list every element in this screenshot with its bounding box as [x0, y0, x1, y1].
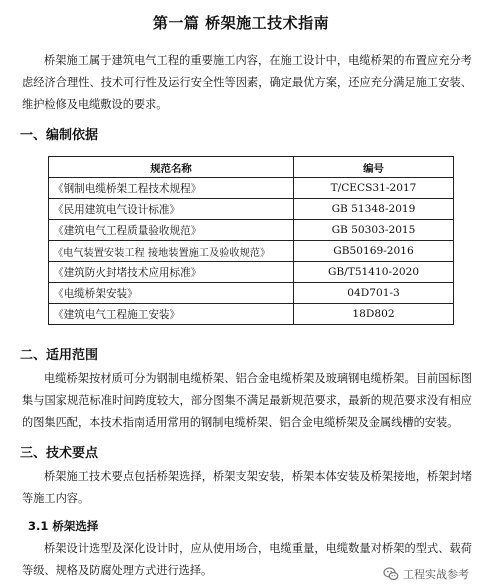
- table-row: [49, 199, 454, 220]
- wechat-icon: [383, 566, 399, 582]
- table-cell-name: 《电气装置安装工程 接地装置施工及验收规范》: [49, 241, 294, 262]
- table-row: [49, 262, 454, 283]
- table-cell-name: 《民用建筑电气设计标准》: [49, 199, 294, 220]
- table-cell-name: 《建筑电气工程质量验收规范》: [49, 220, 294, 241]
- table-cell-code: GB 51348-2019: [294, 199, 454, 220]
- table-header-name: 规范名称: [49, 157, 294, 178]
- subsection-3-1-heading: 3.1 桥架选择: [28, 519, 99, 533]
- table-cell-code: T/CECS31-2017: [294, 178, 454, 199]
- section3-heading: 三、技术要点: [20, 446, 99, 461]
- table-row: [49, 304, 454, 325]
- page-title: 第一篇 桥架施工技术指南: [152, 14, 330, 32]
- section3-paragraph: 桥架施工技术要点包括桥架选择，桥架支架安装，桥架本体安装及桥架接地，桥架封堵等施工内容。: [22, 470, 472, 505]
- watermark-label: 工程实战参考: [403, 568, 469, 581]
- table-cell-code: GB 50303-2015: [294, 220, 454, 241]
- table-header-row: [49, 157, 454, 178]
- table-cell-name: 《电缆桥架安装》: [49, 283, 294, 304]
- subsection-3-1-paragraph: 桥架设计选型及深化设计时，应从使用场合，电缆重量，电缆数量对桥架的型式、载荷等级、规格及防腐处理方式进行选择。: [22, 542, 472, 577]
- standards-table: [48, 156, 454, 325]
- table-cell-code: GB50169-2016: [294, 241, 454, 262]
- table-cell-code: 04D701-3: [294, 283, 454, 304]
- table-cell-name: 《钢制电缆桥架工程技术规程》: [49, 178, 294, 199]
- section2-heading: 二、适用范围: [20, 348, 99, 363]
- section2-paragraph: 电缆桥架按材质可分为钢制电缆桥架、铝合金电缆桥架及玻璃钢电缆桥架。目前国标图集与国家规范标准时间跨度较大，部分图集不满足最新规范要求，最新的规范要求没有相应的图集匹配，本技术指南适用常用的钢制电缆桥架、铝合金电缆桥架及金属线槽的安装。: [22, 372, 472, 429]
- table-cell-name: 《建筑电气工程施工安装》: [49, 304, 294, 325]
- table-cell-code: 18D802: [294, 304, 454, 325]
- table-cell-code: GB/T51410-2020: [294, 262, 454, 283]
- watermark: [380, 565, 472, 583]
- table-row: [49, 283, 454, 304]
- table-row: [49, 241, 454, 262]
- section1-heading: 一、编制依据: [20, 128, 99, 143]
- table-header-code: 编号: [294, 157, 454, 178]
- intro-paragraph: 桥架施工属于建筑电气工程的重要施工内容，在施工设计中，电缆桥架的布置应充分考虑经济合理性、技术可行性及运行安全性等因素，确定最优方案，还应充分满足施工安装、维护检修及电缆敷设的要求。: [22, 54, 472, 111]
- table-row: [49, 178, 454, 199]
- table-cell-name: 《建筑防火封堵技术应用标准》: [49, 262, 294, 283]
- table-row: [49, 220, 454, 241]
